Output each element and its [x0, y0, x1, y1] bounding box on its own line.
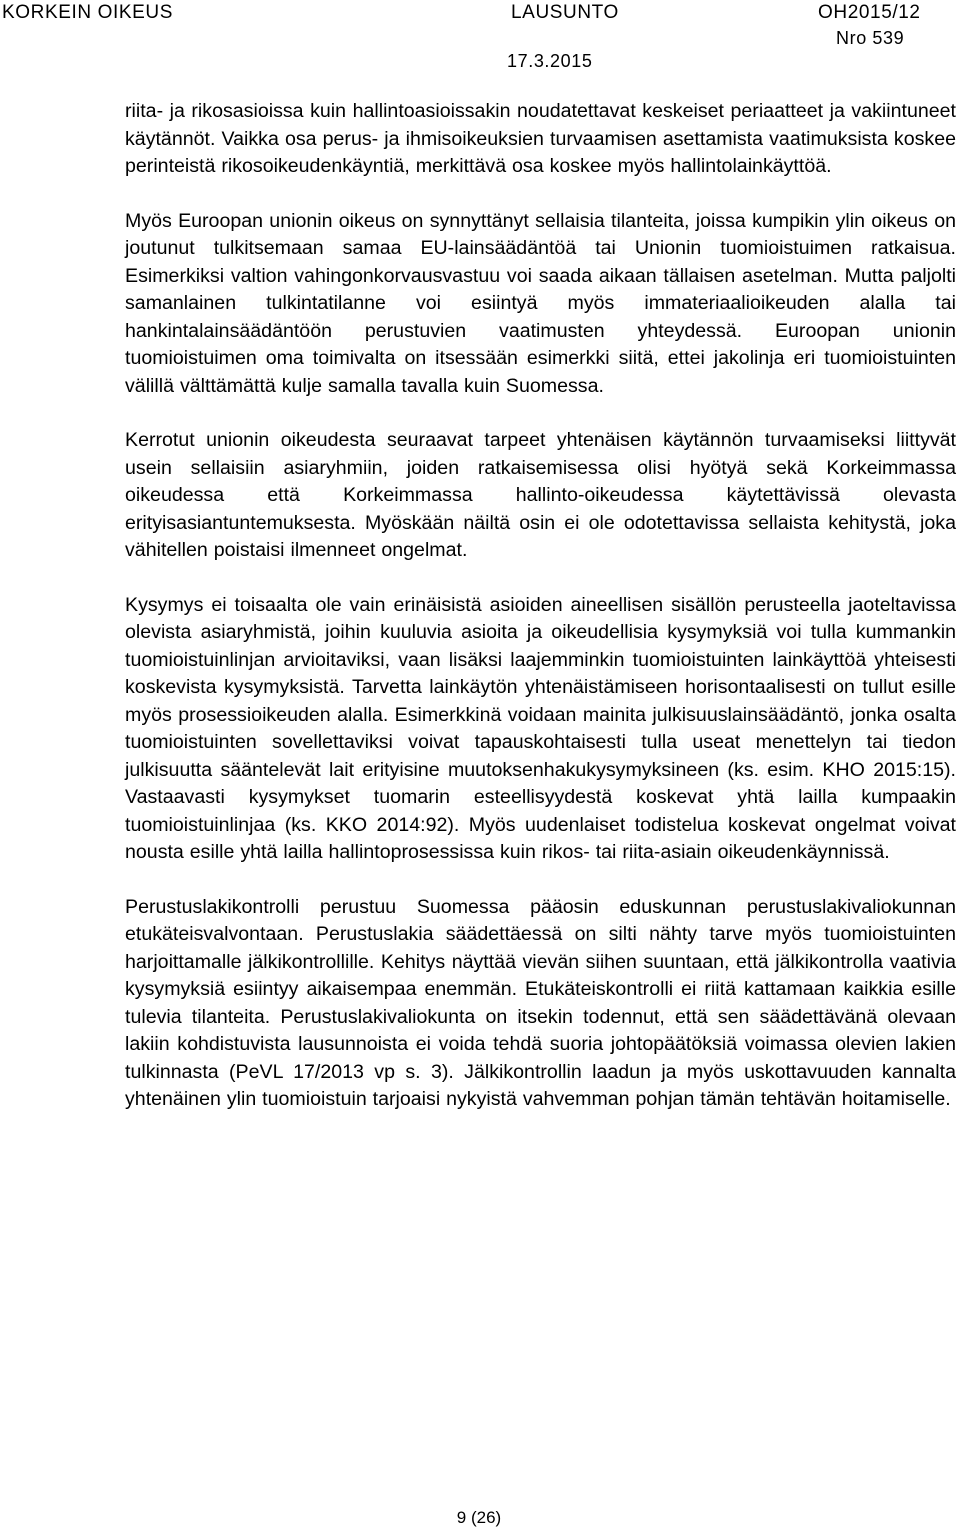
- paragraph-4: Kysymys ei toisaalta ole vain erinäisistä asioiden aineellisen sisällön perusteella jaoteltavissa olevista asiaryhmistä, joihin kuuluvia asioita ja oikeudellisia kysymyksiä voi tulla kummankin tuomioistuinlinjan arvioitaviksi, vaan lisäksi laajemminkin tuomioistuinten lainkäyttöä yhteisesti koskevista kysymyksistä. Tarvetta lainkäytön yhtenäistämiseen horisontaalisesti on tullut esille myös prosessioikeuden alalla. Esimerkkinä voidaan mainita julkisuuslainsäädäntö, jonka osalta tuomioistuinten sovellettaviksi voivat tapauskohtaisesti tulla useat menettelyn tai tiedon julkisuutta sääntelevät lait erityisine muutoksenhakukysymyksineen (ks. esim. KHO 2015:15). Vastaavasti kysymykset tuomarin esteellisyydestä koskevat yhtä lailla kumpaakin tuomioistuinlinjaa (ks. KKO 2014:92). Myös uudenlaiset todistelua koskevat ongelmat voivat nousta esille yhtä lailla hallintoprosessissa kuin rikos- tai riita-asiain oikeudenkäynnissä.: [125, 593, 956, 863]
- paragraph-1: riita- ja rikosasioissa kuin hallintoasioissakin noudatettavat keskeiset periaatteet ja vakiintuneet käytännöt. Vaikka osa perus- ja ihmisoikeuksien turvaamisen asettamista vaatimuksista koskee perinteistä rikosoikeudenkäyntiä, merkittävä osa koskee myös hallintolainkäyttöä.: [125, 100, 956, 177]
- document-body: [125, 98, 956, 1141]
- header-reference: OH2015/12: [818, 2, 921, 23]
- paragraph-3: Kerrotut unionin oikeudesta seuraavat tarpeet yhtenäisen käytännön turvaamiseksi liittyvät usein sellaisiin asiaryhmiin, joiden ratkaisemisessa olisi hyötyä sekä Korkeimmassa oikeudessa että Korkeimmassa hallinto-oikeudessa käytettävissä olevasta erityisasiantuntemuksesta. Myöskään näiltä osin ei ole odotettavissa sellaista kehitystä, joka vähitellen poistaisi ilmenneet ongelmat.: [125, 429, 956, 561]
- header-date: 17.3.2015: [507, 51, 593, 71]
- header-organization: KORKEIN OIKEUS: [2, 2, 173, 23]
- header-number: Nro 539: [836, 28, 905, 48]
- page-number: 9 (26): [456, 1508, 502, 1527]
- page-footer: [0, 1508, 960, 1528]
- page-header: [0, 0, 960, 78]
- header-document-type: LAUSUNTO: [511, 2, 619, 23]
- paragraph-5: Perustuslakikontrolli perustuu Suomessa pääosin eduskunnan perustuslakivaliokunnan etukäteisvalvontaan. Perustuslakia säädettäessä on silti nähty tarve myös tuomioistuinten harjoittamalle jälkikontrollille. Kehitys näyttää vievän siihen suuntaan, että jälkikontrolla vaativia kysymyksiä esiintyy aikaisempaa enemmän. Etukäteiskontrolli ei riitä kattamaan kaikkia esille tulevia tilanteita. Perustuslakivaliokunta on itsekin todennut, että sen säädettävänä olevaan lakiin kohdistuvista lausunnoista ei voida tehdä suoria johtopäätöksiä voimassa olevien lakien tulkinnasta (PeVL 17/2013 vp s. 3). Jälkikontrollin laadun ja myös uskottavuuden kannalta yhtenäinen ylin tuomioistuin tarjoaisi nykyistä vahvemman pohjan tämän tehtävän hoitamiselle.: [125, 895, 956, 1110]
- paragraph-2: Myös Euroopan unionin oikeus on synnyttänyt sellaisia tilanteita, joissa kumpikin ylin oikeus on joutunut tulkitsemaan samaa EU-lainsäädäntöä tai Unionin tuomioistuimen ratkaisua. Esimerkiksi valtion vahingonkorvausvastuu voi saada aikaan tällaisen asetelman. Mutta paljolti samanlainen tulkintatilanne voi esiintyä myös immateriaalioikeuden alalla tai hankintalainsäädäntöön perustuvien vaatimusten yhteydessä. Euroopan unionin tuomioistuimen oma toimivalta on itsessään esimerkki siitä, ettei jakolinja eri tuomioistuinten välillä välttämättä kulje samalla tavalla kuin Suomessa.: [125, 209, 956, 397]
